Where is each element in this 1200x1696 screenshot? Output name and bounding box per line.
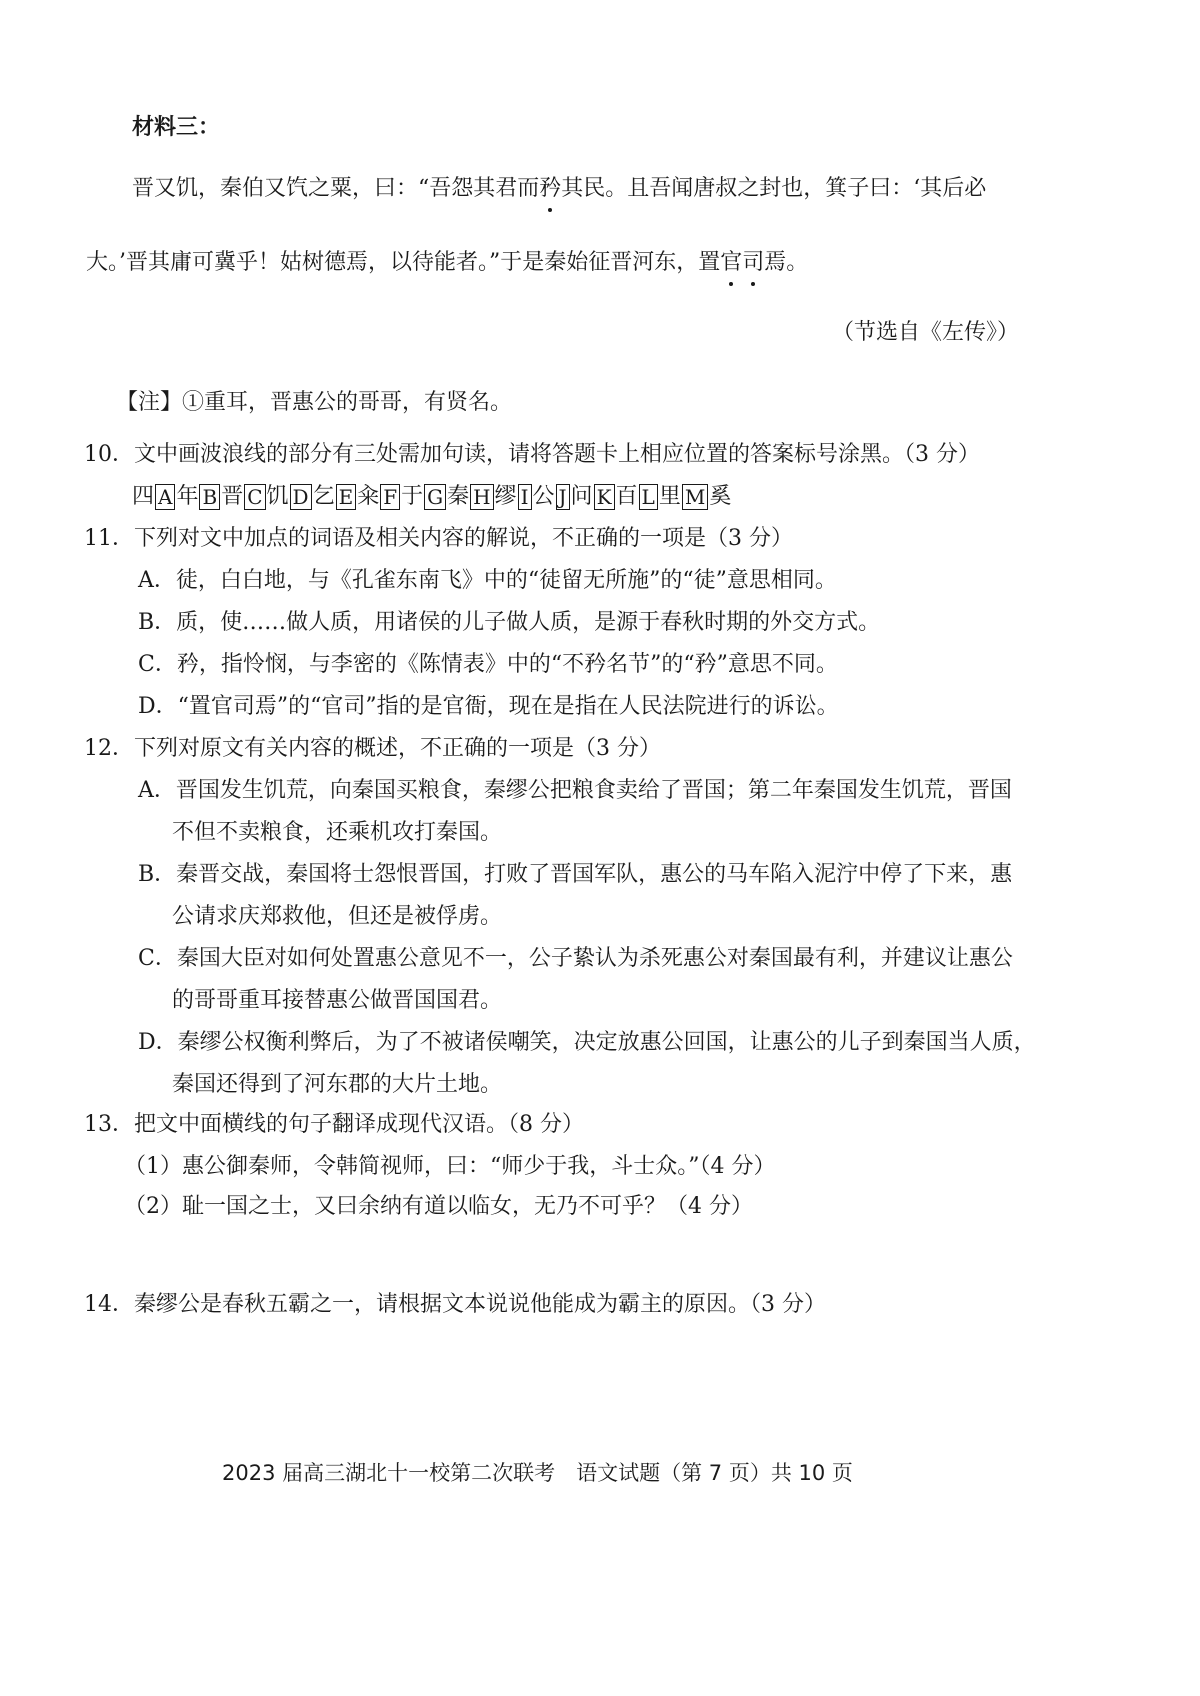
q10-char: 籴 xyxy=(357,484,380,509)
q10-char: 秦 xyxy=(447,484,470,509)
question-13: 13．把文中面横线的句子翻译成现代汉语。（8 分） xyxy=(84,1112,584,1137)
dotted-word: 矜 xyxy=(539,174,561,204)
q12-option-c: C．秦国大臣对如何处置惠公意见不一，公子絷认为杀死惠公对秦国最有利，并建议让惠公 xyxy=(138,946,1013,971)
q13-sentence-1: （1）惠公御秦师，令韩简视师，曰：“师少于我，斗士众。”（4 分） xyxy=(124,1154,776,1179)
dotted-word: 官 xyxy=(720,248,742,278)
dotted-word: 司 xyxy=(742,248,764,278)
q10-char: 于 xyxy=(401,484,424,509)
page-footer: 2023 届高三湖北十一校第二次联考 语文试题（第 7 页）共 10 页 xyxy=(222,1461,853,1485)
q12-option-a-cont: 不但不卖粮食，还乘机攻打秦国。 xyxy=(172,820,503,845)
q10-char: 奚 xyxy=(709,484,732,509)
q10-option-box[interactable]: I xyxy=(518,484,532,510)
q10-option-box[interactable]: C xyxy=(244,484,265,510)
q10-option-box[interactable]: E xyxy=(336,484,357,510)
q12-option-d-cont: 秦国还得到了河东郡的大片土地。 xyxy=(172,1072,503,1097)
q10-char: 问 xyxy=(570,484,593,509)
q10-char: 公 xyxy=(532,484,555,509)
q10-option-box[interactable]: G xyxy=(424,484,446,510)
q10-option-box[interactable]: M xyxy=(682,484,708,510)
q10-option-box[interactable]: B xyxy=(199,484,220,510)
q12-option-c-cont: 的哥哥重耳接替惠公做晋国国君。 xyxy=(172,988,503,1013)
question-14: 14．秦缪公是春秋五霸之一，请根据文本说说他能成为霸主的原因。（3 分） xyxy=(84,1292,826,1317)
material-text: 焉。 xyxy=(764,250,809,275)
q10-option-box[interactable]: A xyxy=(155,484,175,510)
q12-option-b-cont: 公请求庆郑救他，但还是被俘虏。 xyxy=(172,904,503,929)
q10-char: 乞 xyxy=(312,484,335,509)
q10-char: 晋 xyxy=(221,484,244,509)
q11-option-c: C．矜，指怜悯，与李密的《陈情表》中的“不矜名节”的“矜”意思不同。 xyxy=(138,652,838,677)
material-source: （节选自《左传》） xyxy=(832,320,1020,345)
q10-punctuation-row xyxy=(132,482,731,512)
material-paragraph-line-1 xyxy=(132,174,986,204)
q10-option-box[interactable]: H xyxy=(470,484,493,510)
q13-sentence-2: （2）耻一国之士，又曰余纳有道以临女，无乃不可乎？（4 分） xyxy=(124,1194,753,1219)
material-text: 其民。且吾闻唐叔之封也，箕子曰：‘其后必 xyxy=(561,176,987,201)
q10-char: 年 xyxy=(176,484,199,509)
q10-char: 里 xyxy=(658,484,681,509)
q10-option-box[interactable]: L xyxy=(639,484,658,510)
q10-option-box[interactable]: D xyxy=(290,484,312,510)
q10-char: 缪 xyxy=(494,484,517,509)
material-paragraph-line-2 xyxy=(86,248,808,278)
q10-option-box[interactable]: J xyxy=(556,484,570,510)
q11-option-a: A．徒，白白地，与《孔雀东南飞》中的“徒留无所施”的“徒”意思相同。 xyxy=(138,568,837,593)
q10-char: 四 xyxy=(132,484,155,509)
q10-char: 百 xyxy=(615,484,638,509)
material-text: 大。’晋其庸可冀乎！姑树德焉，以待能者。”于是秦始征晋河东，置 xyxy=(86,250,721,275)
question-11: 11．下列对文中加点的词语及相关内容的解说，不正确的一项是（3 分） xyxy=(84,526,793,551)
material-heading: 材料三： xyxy=(132,114,221,140)
q10-option-box[interactable]: F xyxy=(380,484,400,510)
q10-char: 饥 xyxy=(266,484,289,509)
question-10: 10．文中画波浪线的部分有三处需加句读，请将答题卡上相应位置的答案标号涂黑。（3 分） xyxy=(84,442,980,467)
material-text: 晋又饥，秦伯又饩之粟，曰：“吾怨其君而 xyxy=(132,176,540,201)
q10-option-box[interactable]: K xyxy=(594,484,615,510)
q12-option-d: D．秦缪公权衡利弊后，为了不被诸侯嘲笑，决定放惠公回国，让惠公的儿子到秦国当人质， xyxy=(138,1030,1036,1055)
question-12: 12．下列对原文有关内容的概述，不正确的一项是（3 分） xyxy=(84,736,661,761)
material-note: 【注】①重耳，晋惠公的哥哥，有贤名。 xyxy=(116,390,513,415)
q12-option-a: A．晋国发生饥荒，向秦国买粮食，秦缪公把粮食卖给了晋国；第二年秦国发生饥荒，晋国 xyxy=(138,778,1012,803)
q11-option-d: D．“置官司焉”的“官司”指的是官衙，现在是指在人民法院进行的诉讼。 xyxy=(138,694,839,719)
q11-option-b: B．质，使……做人质，用诸侯的儿子做人质，是源于春秋时期的外交方式。 xyxy=(138,610,881,635)
q12-option-b: B．秦晋交战，秦国将士怨恨晋国，打败了晋国军队，惠公的马车陷入泥泞中停了下来，惠 xyxy=(138,862,1013,887)
